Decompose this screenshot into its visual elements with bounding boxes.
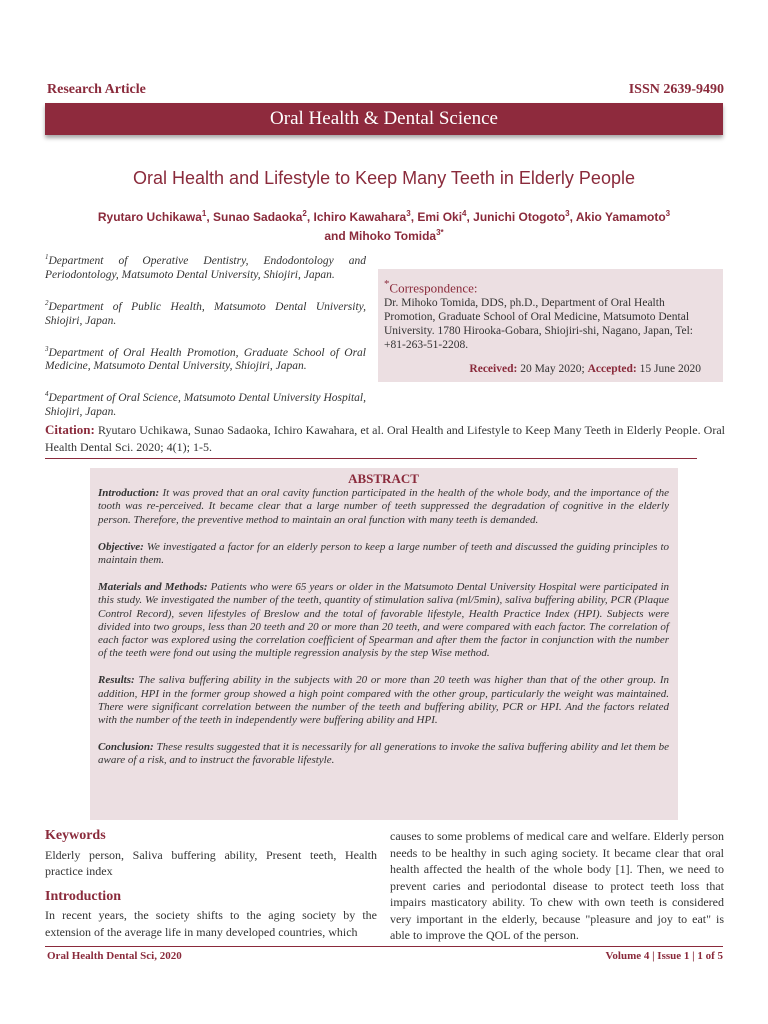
affiliation-item: $^1$Department of Operative Dentistry, Endodontology and Periodontology, Matsumoto Dental University, Shiojiri, Japan. [45, 253, 366, 281]
author-list: Ryutaro Uchikawa$^1$, Sunao Sadaoka$^2$, Ichiro Kawahara$^3$, Emi Oki$^4$, Junichi Otogoto$^3$, Akio Yamamoto$^3$ and Mihoko Tomida$^{3*}$ [97, 209, 671, 243]
abstract-introduction: Introduction: It was proved that an oral cavity function participated in the health of the whole body, and the importance of the tooth was re-perceived. It became clear that a large number of teeth suppressed the degradation of cognitive in the elderly person. Therefore, the preventive method to maintain an oral function with many teeth is demanded. [98, 487, 670, 526]
author-name[interactable]: Ryutaro Uchikawa [97, 210, 202, 224]
introduction-text-right: causes to some problems of medical care and welfare. Elderly person needs to be healthy in such aging society. It became clear that oral health affected the health of the whole body [1]. Then, we need to prevent caries and periodontal disease to protect teeth loss that impairs masticatory ability. To chew with own teeth is considered very important in the elderly, because "pleasure and joy to eat" is able to improve the QOL of the person. [390, 829, 724, 942]
left-column [45, 828, 377, 949]
journal-banner: Oral Health & Dental Science [45, 103, 723, 135]
keywords-text: Elderly person, Saliva buffering ability, Present teeth, Health practice index [45, 847, 377, 878]
affiliation-item: $^2$Department of Public Health, Matsumoto Dental University, Shiojiri, Japan. [45, 298, 366, 327]
abstract-methods: Materials and Methods: Patients who were 65 years or older in the Matsumoto Dental University Hospital were participated in this study. We investigated the number of the teeth, quantity of stimulation saliva (ml/5min), saliva buffering ability, PCR (Plaque Control Record), seven lifestyles of Breslow and the total of favorable lifestyle, Health Practice Index (HPI). Subjects were divided into two groups, less than 20 teeth and 20 or more than 20 teeth, and were compared with each factor. The correlation of each factor was explored using the correlation coefficient of Spearman and after them the factor in conjunction with the number of the teeth were fond out using the multiple regression analysis by the step Wise method. [98, 581, 670, 660]
right-column [390, 828, 724, 944]
author-name[interactable]: Junichi Otogoto [473, 210, 566, 224]
footer-journal: Oral Health Dental Sci, 2020 [47, 950, 182, 962]
abstract-objective: Objective: We investigated a factor for an elderly person to keep a large number of teeth and discussed the guiding principles to maintain them. [98, 540, 670, 567]
article-dates: Received: 20 May 2020; Accepted: 15 June 2020 [469, 363, 701, 376]
author-name[interactable]: Ichiro Kawahara [313, 210, 407, 224]
abstract-conclusion: Conclusion: These results suggested that it is necessarily for all generations to invoke the saliva buffering ability and let them be aware of a risk, and to instruct the favorable lifestyle. [98, 741, 670, 767]
article-type-label: Research Article [47, 82, 146, 97]
keywords-heading: Keywords [45, 828, 106, 843]
citation-label: Citation: [45, 422, 95, 437]
author-name[interactable]: Emi Oki [417, 210, 463, 224]
correspondence-body: Dr. Mihoko Tomida, DDS, ph.D., Department of Oral Health Promotion, Graduate School of Oral Medicine, Matsumoto Dental University. 1780 Hirooka-Gobara, Shiojiri-shi, Nagano, Japan, Tel: +81-263-51-2208. [384, 297, 693, 352]
citation-text: Ryutaro Uchikawa, Sunao Sadaoka, Ichiro Kawahara, et al. Oral Health and Lifestyle to Keep Many Teeth in Elderly People. Oral Health Dental Sci. 2020; 4(1); 1-5. [45, 423, 726, 454]
author-name[interactable]: Akio Yamamoto [575, 210, 666, 224]
affiliation-item: $^3$Department of Oral Health Promotion, Graduate School of Oral Medicine, Matsumoto Dental University, Shiojiri, Japan. [45, 344, 366, 373]
affiliations [45, 250, 366, 433]
author-name[interactable]: Mihoko Tomida [349, 229, 437, 243]
article-title: Oral Health and Lifestyle to Keep Many Teeth in Elderly People [133, 168, 635, 188]
correspondence-heading: *Correspondence: [384, 278, 478, 296]
affiliation-item: $^4$Department of Oral Science, Matsumoto Dental University Hospital, Shiojiri, Japan. [45, 390, 366, 419]
divider [45, 458, 697, 459]
footer-divider [45, 946, 723, 947]
issn-label: ISSN 2639-9490 [628, 82, 724, 97]
abstract-box [90, 468, 678, 820]
author-name[interactable]: Sunao Sadaoka [213, 210, 303, 224]
citation [45, 421, 725, 456]
abstract-results: Results: The saliva buffering ability in the subjects with 20 or more than 20 teeth was higher than that of the other group. In addition, HPI in the former group showed a high point compared with the other group, particularly the weight was maintained. There were significant correlation between the number of the teeth and buffering ability, PCR or HPI. And the factors related with the number of the teeth in independently were buffering ability and HPI. [98, 674, 670, 727]
abstract-heading: ABSTRACT [348, 471, 419, 486]
correspondence-box [378, 269, 723, 382]
introduction-text-left: In recent years, the society shifts to the aging society by the extension of the average life in many developed countries, which [45, 908, 377, 939]
footer-page-info: Volume 4 | Issue 1 | 1 of 5 [605, 950, 723, 962]
introduction-heading: Introduction [45, 888, 121, 904]
